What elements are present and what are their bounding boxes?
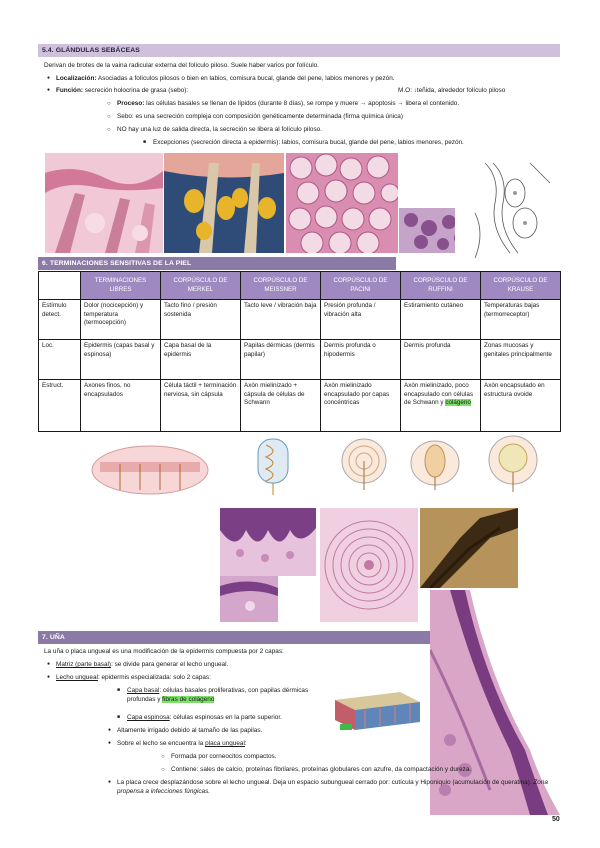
histology-image-ruffini [420,508,518,588]
bullet-nail-plate: ● Sobre el lecho se encuentra la placa ungueal: [117,740,327,749]
table-cell: Axón mielinizado encapsulado por capas concéntricas [321,380,401,432]
matrix-text: : se divide para generar el lecho ungueal. [111,661,229,668]
function-label: Función: [56,87,83,94]
diagram-pacini [334,435,394,490]
histology-image-pacini [320,508,418,622]
basal-layer-label: Capa basal [127,687,160,694]
table-cell: Zonas mucosas y genitales principalmente [481,340,561,380]
bullet-sebo: ○ Sebo: es una secreción compleja con composición genéticamente determinada (firma química única) [117,113,557,122]
table-cell: Presión profunda / vibración alta [321,300,401,340]
table-cell: Epidermis (capas basal y espinosa) [81,340,161,380]
table-cell: Estiramiento cutáneo [401,300,481,340]
illustration-hair-follicle-sketch [455,153,559,268]
bullet-matrix [56,661,416,670]
bullet-basal-layer [127,687,323,704]
bullet-process [117,100,557,109]
table-cell: Axón mielinizado + cápsula de células de Schwann [241,380,321,432]
table-cell: Célula táctil + terminación nerviosa, sin cápsula [161,380,241,432]
table-cell: Temperaturas bajas (termorreceptor) [481,300,561,340]
table-cell: Dermis profunda [401,340,481,380]
table-header-cell: CORPÚSCULO DE MEISSNER [241,272,321,300]
illustration-nail-bed-3d [330,686,425,734]
histology-image-skin [45,153,163,253]
histology-image-meissner [220,508,316,576]
table-cell: Tacto leve / vibración baja [241,300,321,340]
sebaceous-intro: Derivan de brotes de la vaina radicular externa del folículo piloso. Suele haber varios por folículo. [44,62,319,69]
table-cell: Axón encapsulado en estructura ovoide [481,380,561,432]
bullet-irrigated: ● Altamente irrigado debido al tamaño de las papilas. [117,727,327,736]
table-cell: Estímulo detect. [39,300,81,340]
bullet-contains: ○ Contiene: sales de calcio, proteínas fibrilares, proteínas globulares con azufre, da compactación y dureza. [171,766,551,775]
growth-text: La placa crece desplazándose sobre el lecho ungueal. Deja un espacio subungueal cerrado por: cutícula y Hiponiquio (acumulación de queratina). [117,779,534,786]
ruffini-structure-text: Axón mielinizado, poco encapsulado con células de Schwann y [404,382,473,406]
diagram-free-endings-merkel [90,440,210,495]
diagram-krause [483,432,543,492]
table-cell [401,380,481,432]
mo-note: M.O: ↓teñida, alrededor folículo piloso [398,87,506,94]
nail-plate-prefix: Sobre el lecho se encuentra la [117,740,206,747]
table-header-row [39,272,561,300]
table-row [39,340,561,380]
section-header-sensory: 6. TERMINACIONES SENSITIVAS DE LA PIEL [38,257,396,270]
bullet-localization [56,75,556,84]
collagen-fibers-highlight: fibras de colágeno [162,695,215,703]
table-cell: Estruct. [39,380,81,432]
table-header-cell: CORPÚSCULO DE RUFFINI [401,272,481,300]
nail-bed-text: : epidermis especializada: solo 2 capas: [97,674,211,681]
spinous-layer-label: Capa espinosa [127,714,170,721]
table-header-cell: CORPÚSCULO DE PACINI [321,272,401,300]
basal-layer-text: : células basales proliferativas, con papilas dérmicas profundas y [127,687,309,703]
section-header-sebaceous: 5.4. GLÁNDULAS SEBÁCEAS [38,44,560,57]
nail-plate-label: placa ungueal [205,740,245,747]
table-row [39,300,561,340]
bullet-corneocytes: ○ Formada por corneocitos compactos. [171,753,421,762]
bullet-growth [117,779,557,796]
table-cell: Axones finos, no encapsulados [81,380,161,432]
section-header-nail: 7. UÑA [38,631,433,644]
process-label: Proceso: [117,100,145,107]
nail-intro: La uña o placa ungueal es una modificación de la epidermis compuesta por 2 capas: [44,648,284,655]
localization-label: Localización: [56,75,97,82]
matrix-label: Matriz (parte basal) [56,661,112,668]
sensory-receptors-table [38,271,561,432]
table-header-cell [39,272,81,300]
table-cell: Loc. [39,340,81,380]
table-cell: Tacto fino / presión sostenida [161,300,241,340]
diagram-meissner [236,435,312,495]
histology-image-sebocytes [286,153,398,253]
bullet-no-lumen: ○ NO hay una luz de salida directa, la secreción se libera al folículo piloso. [117,126,557,135]
colageno-highlight: colágeno [445,399,471,406]
table-cell: Dolor (nocicepción) y temperatura (termocepción) [81,300,161,340]
table-cell: Dermis profunda o hipodermis [321,340,401,380]
table-cell: Capa basal de la epidermis [161,340,241,380]
diagram-ruffini [405,435,473,490]
bullet-exceptions: ■ Excepciones (secreción directa a epidermis): labios, comisura bucal, glande del pene, labios menores, pezón. [153,139,558,148]
bullet-spinous-layer [127,714,327,723]
table-header-cell: CORPÚSCULO DE KRAUSE [481,272,561,300]
function-text: secreción holocrina de grasa (sebo): [84,87,189,94]
page-number: 50 [552,816,560,823]
spinous-layer-text: : células espinosas en la parte superior. [169,714,282,721]
nail-bed-label: Lecho ungueal [56,674,98,681]
table-header-cell: TERMINACIONES LIBRES [81,272,161,300]
histology-image-merkel [220,576,278,622]
table-row [39,380,561,432]
illustration-sebaceous-glands [164,153,284,253]
process-text: las células basales se llenan de lípidos (durante 8 días), se rompe y muere → apoptosis → libera el contenido. [146,100,460,107]
table-header-cell: CORPÚSCULO DE MERKEL [161,272,241,300]
table-cell: Papilas dérmicas (dermis papilar) [241,340,321,380]
bullet-nail-bed [56,674,416,683]
fungal-note: Zona propensa a infecciones fúngicas. [117,779,548,795]
localization-text: Asociadas a folículos pilosos o bien en labios, comisura bucal, glande del pene, labios menores y pezón. [97,75,395,82]
